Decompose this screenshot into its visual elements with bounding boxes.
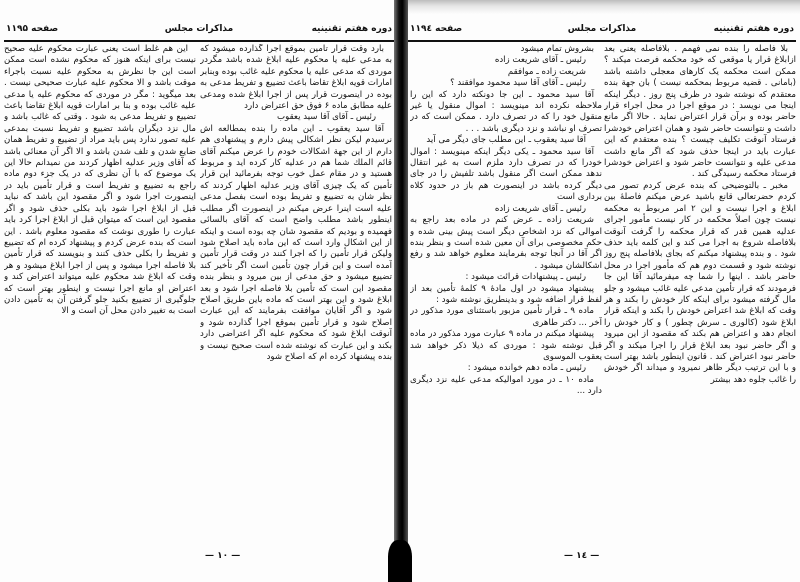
paragraph: پیشنهاد میکنم در ماده ۹ عبارت مورد مذکور در ماده قبل نوشته شود : موردی که ذیلا ذکر خواهد شد یعقوب الموسوی — [410, 329, 602, 362]
book-spine-shadow-bottom — [388, 540, 412, 582]
text-column-left — [4, 44, 196, 546]
book-spine-shadow — [394, 0, 408, 582]
paragraph: پیشنهاد میشود در اول مادهٔ ۹ کلمهٔ تأمین بعد از لفظ قرار اضافه شود و بدینطریق نوشته شود : — [410, 283, 602, 305]
text-column-right — [604, 44, 796, 546]
speaker-paragraph: رئیس ـ آقای شریعت زاده — [494, 203, 586, 214]
paragraph: آقا سید یعقوب ـ این ماده را بنده بمطالعه اش نرسیدم لیکن نظر اشکالی پیش دارم و پیشنهادی هم دارم از این جهة اشکالات خودم را عرض میکنم آقای قائم الملك شما هم در عدلیه کار کرده اید و مربوط هستید و در مقام عمل خوب توجه بفرمائید این قرار تأمین که یک چیزی آقای وزیر عدلیه اظهار کردند که نظر شان به تضییع و تفریط بوده است بفصل مدعی علیه است اینرا عرض میکنم در اینصورت اگر مطلب اینطور باشد مطلب واضح است که آقای بالسائی فهمیده و بودیم که مقصود شان چه بوده است و اینکه از این اشکال وارد است که این ماده باید اصلاح شود ولیکن قرار تأمین را که اجرا کنند در وقت قرار تأمین آمده است و این قرار چون تأمین است اگر تأخیر کند تضییع میشود و حق مدعی از بین میرود و بنظر بنده مقصود این است که تأمین بلا فاصله اجرا شود و بعد ابلاغ شود و این بهتر است که ماده باین طریق اصلاح شود و اگر آقایان موافقت بفرمایند که این عبارت اصلاح شود و قرار تأمین بموقع اجرا گذارده شود و آنوقت ابلاغ شود که محکوم علیه اگر اعتراضی دارد بکند و این عبارت که نوشته شده است صحیح نیست و بنده پیشنهاد کرده ام که اصلاح شود — [200, 123, 392, 362]
parliament-period: دوره هفتم تقنینیه — [713, 24, 794, 34]
text-column-right — [200, 44, 392, 546]
paragraph: بشروش تمام میشود — [520, 44, 594, 54]
paragraph: این هم غلط است یعنی عبارت محکوم علیه صحیح نیست برای اینکه هنوز که محکوم نشده است ممکن است این جا نظرش به محکوم علیه نسبت باجراء موقت باشد و الا محکوم علیه عبارت صحیحی نیست . بعد میگوید : مگر در موردی که محکوم علیه یا مدعی علیه غائب بوده و بنا بر امارات قویه ابلاغ تقاضا باعث تضییع و تفریط مدعی به شود . وقتی که غائب باشد و مال نزد دیگران باشد تضییع و تفریط نسبت بمدعی علیه تصور ندارد پس باید مراد از تضییع و تفریط همان ضایع شدن و تلف شدن باشد و الا اگر آن معنائی باشد که آقای وزیر عدلیه اظهار کردند من نمیدانم حالا این یک موضوع که با آن نظری که در یک جزء دوم ماده راجع به تضییع و تفریط است و قرار تأمین باید در اینصورت اجرا شود و اگر مقصود این باشد که نباید قبل از ابلاغ اجرا شود باید بکلی حذف شود و اگر مقصود این است که میتوان قبل از ابلاغ اجرا کرد باید عبارت را طوری نوشت که مقصود معلوم باشد . این است که بنده عرض کردم و پیشنهاد کرده ام که تضییع و تفریط را بکلی حذف کنند و بنویسند که قرار تأمین بلا فاصله اجرا میشود و پس از اجرا ابلاغ میشود و هر وقت که ابلاغ شد محکوم علیه میتواند اعتراض کند و اعتراض او مانع اجرا نیست و اینطور بهتر است که جلوگیری از تضییع بکنید جلو گرفتن آن به تأمین دادن است به تغییر دادن محل آن است و الا — [4, 44, 196, 317]
publication-title: مذاکرات مجلس — [164, 24, 234, 34]
page-header — [410, 24, 794, 38]
speaker-paragraph: آقا سید یعقوب ـ این مطلب جای دیگر می آید — [426, 135, 586, 146]
speaker-paragraph: رئیس ـ آقای آقا سید محمود موافقند ؟ — [450, 78, 586, 89]
speaker-paragraph: رئیس ـ ماده دهم خوانده میشود : — [467, 363, 586, 374]
speaker-paragraph: رئیس ـ پیشنهادات قرائت میشود : — [465, 272, 586, 283]
paragraph: مخبر ـ بالتوضیحی که بنده عرض کردم تصور می کردم حضرتعالی قانع باشید عرض میکنم فاصلهٔ بین ابلاغ و اجرا نیست و این ۲ امر مربوط به محکمه نیست چون اصلاً محکمه در کار نیست مأمور اجرای عدلیه همین قدر که قرار محکمه را گرفت آنوقت بلافاصله شروع به اجرا می کند و این کلمه باید حذف شود . و بنده پیشنهاد میکنم که بجای بلافاصله پنج روز نوشته شود و قسمت دوم هم که مأمور اجرا در محل حاضر باشد . اینها را شما چه میفرمائید آقا این جا فرمودند که قرار تأمین مدعی علیه غائب میشود و جلو مال گرفته میشود برای اینکه کار خودش را بکند و هر وقت که ابلاغ شد اعتراض خودش را بکند و اینکه قرار ابلاغ شود (کالوری ـ سرش چطور ) و کار خودش را انجام دهد و اعتراض هم بکند که مقصود از این میرود و اگر حاضر نبود بعد ابلاغ قرار را اجرا میکند و اگر حاضر نبود اعتراض کند . قانون اینطور باشد بهتر است و با این ترتیب دیگر ظاهر نمیرود و میداند اگر خودش را غائب جلوه دهد بیشتر — [604, 180, 796, 385]
speaker-paragraph: شریعت زاده ـ موافقم — [507, 66, 586, 77]
footer-page-number: — ۱۰ — — [205, 551, 241, 561]
page-header — [6, 24, 392, 38]
header-rule — [408, 40, 796, 42]
paragraph: ماده ۹ ـ قرار تأمین مزبور باستثنای مورد مذکور در آخر ... دکتر طاهری — [410, 306, 602, 328]
left-page — [0, 0, 398, 582]
text-column-left — [410, 44, 602, 546]
speaker-paragraph: رئیس ـ آقای شریعت زاده — [494, 55, 586, 66]
paragraph: بلا فاصله را بنده نمی فهمم . بلافاصله یعنی بعد ازابلاغ قرار یا موقعی که خود محکمه فرصت میکند ؟ ممکن است محکمه یک کارهای معجلی داشته باشد (بامانی . قضیه مربوط بمحکمه نیست ) بان جهة بنده معتقدم که نوشته شود در ظرف پنج روز . دیگر اینکه اینجا می نویسد : در موقع اجرا در محل اجراء قرار حاضر بوده و برآن قرار اعتراض نماید . حالا اگر مانع داشت و نتوانست حاضر شود و همان اعتراض خودشرا فرستاد آنوقت تکلیف چیست ؟ بنده معتقدم که این عبارت باید در اینجا حذف شود که اگر مانع داشت مدعی علیه و نتوانست حاضر شود و اعتراض خودشرا فرستاد محکمه رسیدگی کند . — [604, 44, 796, 180]
paragraph: شریعت زاده ـ عرض کنم در ماده بعد راجع به اموالی که نزد اشخاص دیگر است پیش بینی شده و حکم مخصوصی برای آن معین شده است و بنظر بنده اگر آقا در آنجا توجه بفرمایند معلوم خواهد شد و رفع اشکالشان میشود . — [410, 215, 602, 271]
paragraph: آقا سید محمود ـ این جا دونکته دارد که این را ملاحظه نکرده اند مینویسد : اموال منقول یا غیر منقول خود را که در تصرف دارد . ممکن است که در تصرف او نباشد و نزد دیگری باشد . . . — [410, 89, 602, 134]
right-page — [404, 0, 800, 582]
header-rule — [4, 40, 394, 42]
speaker-paragraph: رئیس ـ آقای آقا سید یعقوب — [277, 112, 376, 123]
paragraph: بارد وقت قرار تأمین بموقع اجرا گذارده میشود که به مدعی علیه یا محکوم علیه ابلاغ شده باشد مگردر موردی که مدعی علیه یا محکوم علیه غائب بوده وبنابر امارات قویه ابلاغ تقاضا باعث تضییع و تفریط مدعی به بوده در اینصورت قرار پس از اجرا ابلاغ شده ومدعی علیه مطابق ماده ۶ فوق حق اعتراض دارد — [200, 44, 392, 112]
page-number: صفحه ۱۱۹٤ — [410, 24, 463, 34]
parliament-period: دوره هفتم تقنینیه — [311, 24, 392, 34]
footer-page-number: — ۱٤ — — [564, 551, 600, 561]
publication-title: مذاکرات مجلس — [567, 24, 637, 34]
paragraph: آقا سید محمود ـ یکی دیگر اینکه مینویسد : اموال خودرا که در تصرف دارد ملزم است به غیر انتقال ندهد ممکن است اگر منقول باشد تلفیش را در جای دیگر کرده باشد در اینصورت هم باز در حدود کلاه برداری است — [410, 146, 602, 203]
paragraph: ماده ۱۰ ـ در مورد اموالیکه مدعی علیه نزد دیگری دارد ... — [410, 374, 602, 397]
page-number: صفحه ۱۱۹۵ — [6, 24, 59, 34]
